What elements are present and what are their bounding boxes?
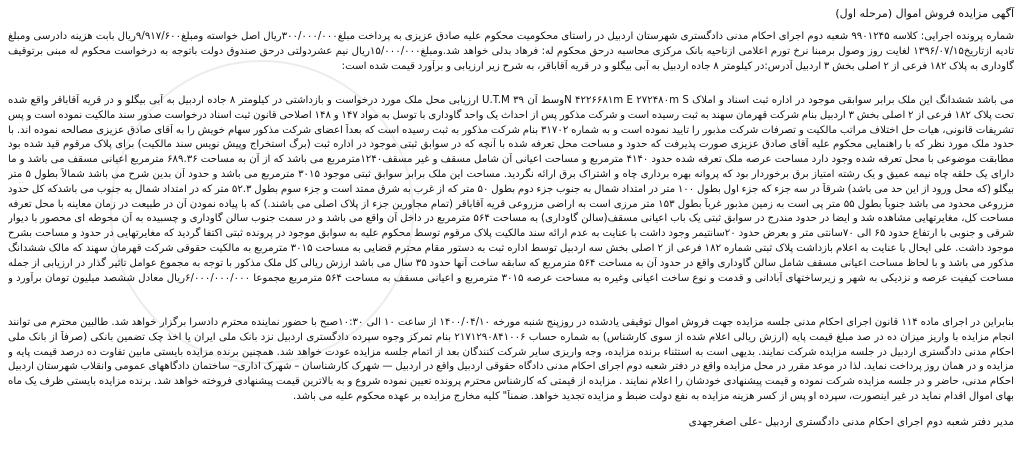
text-line: موجود داشت. علی ایحال با عنایت به اعلام بازداشت پلاک ثبتی شماره ۱۸۲ فرعی از ۲ اصلی بخش سه اردبیل توسط اداره ثبت به دستور مقام محترم قضایی به مساحت ۳۰۱۵ مترمربع به مالکیت حقوقی شرکت قهرمان سهند که مالک ششدانگ: [8, 242, 1014, 254]
text-line: گاوداری به پلاک ۱۸۲ فرعی از ۲ اصلی بخش ۳ اردبیل آدرس:در کیلومتر ۸ جاده اردبیل به آبی بیگلو و در قریه آقاباقر، به شرح زیر ارزیابی و برآورد قیمت شده است:: [341, 60, 1014, 72]
text-line: بنابراین در اجرای ماده ۱۱۴ قانون اجرای احکام مدنی جلسه مزایده جهت فروش اموال توقیفی یادشده در روزپنج شنبه مورخه ۱۴۰۰/۰۴/۱۰ از ساعت ۱۰ الی ۱۰:۳۰صبح با حضور نماینده محترم دادسرا برگزار خواهد شد. طالبین محترم می توانند: [8, 317, 1014, 328]
text-line: بیگلو (که محل ورود از این حد می باشد) شرقاً در سه جزء که جزء اول بطول ۱۰۰ متر در امتداد شمال به جنوب جزء دوم بطول ۵۰ متر که از غرب به شرق ممتد است و جزء سوم بطول ۵۲.۳ متر که در امتداد شمال به جنوب می باشدکه کل حدود: [8, 183, 1014, 195]
text-line: دارای یک حلقه چاه نیمه عمیق و یک رشته امتیاز برق برخوردار بود که پروانه بهره برداری چاه و اشتراک برق ارائه نگردید. مساحت این ملک برابر سوابق ثبتی موجود ۳۰۱۵ مترمربع می باشد و حدود آن بدین شرح می باشد شمالاً بطول ۵ متر: [8, 168, 1014, 180]
text-line: مطابقت موضوعی با محل تعرفه شده وجود دارد مساحت عرصه ملک تعرفه شده حدود ۴۱۴۰ مترمربع و مساحت اعیانی آن شامل مسقف و غیر مسقف۱۲۴۰مترمربع می باشد که از آن به مساحت ۶۸۹.۳۶ مترمربع اعیانی مسقف می باشد و ما: [8, 154, 1014, 166]
notice-title: آگهی مزایده فروش اموال (مرحله اول): [835, 7, 1014, 20]
text-line: شرقی و جنوبی با ارتفاع حدود ۶۵ الی ۷۰سانتی متر و بعرض حدود ۲۰سانتیمر وجود داشت با عنایت به عدم ارائه سند مالکیت پلاک مرقوم توسط محکوم علیه به سوابق موجود در پرونده ثبتی اکتفا گردید که مغایرتهایی در حدود و مساحت بشرح: [8, 228, 1014, 240]
text-line: انجام مزایده با واریز میزان ده در صد مبلغ قیمت پایه (ارزش ریالی اعلام شده از سوی کارشناس) به شماره حساب ۲۱۷۱۲۹۰۸۴۱۰۰۶ بنام تمرکز وجوه سپرده دادگستری اردبیل نزد بانک ملی ایران یا اخذ چک تضمین بانکی (صرفاً از بانک ملی: [8, 331, 1014, 343]
text-line: احکام مدنی، حاضر و در جلسه مزایده شرکت نموده و قیمت پیشنهادی خودشان را اعلام نمایند . مزایده از قیمتی که کارشناس محترم پرونده تعیین نموده شروع و به بالاترین قیمت پیشنهادی فروخته خواهد شد. برنده مزایده بایستی ظرف یک ماه: [8, 376, 1014, 388]
auction-terms-paragraph: [8, 316, 1014, 405]
text-line: مزروعی محدود می باشد جنوباً بطول ۵۵ متر پی است به زمین مذبور غرباً بطول ۱۵۳ متر مرزی است به اراضی مزروعی قریه آقاباقر (تمام مجاورین جزء از پلاک اصلی می باشند.) که با پیاده نمودن آن در طبیعت در زمان معاینه با محل تعرفه: [8, 198, 1014, 210]
text-line: تشریفات قانونی، هیات حل اختلاف مراتب مالکیت و تصرفات شرکت مذبور را تایید نموده است و به شماره ۳۱۷۰۲ بنام شرکت مذکور به ثبت رسیده است که بعداً اعضای شرکت مذکور سهام خویش را به آقای صادق عزیزی مصالحه نموده اند. با: [8, 124, 1014, 136]
signature: مدیر دفتر شعبه دوم اجرای احکام مدنی دادگستری اردبیل -علی اصغرجهدی: [688, 416, 1014, 428]
text-line: بهای اموال اقدام نماید در غیر اینصورت، سپرده او پس از کسر هزینه مزایده به نفع دولت ضبط و مزایده تجدید خواهد. ضمناً" کلیه مخارج مزایده بر عهده محکوم علیه می باشد.: [292, 390, 1014, 402]
case-details-paragraph: [8, 30, 1014, 74]
text-line: مزایده و در همان روز پرداخت نماید. لذا در موعد مقرر در محل مزایده واقع در دفتر شعبه دوم اجرای احکام مدنی دادگاه حقوقی اردبیل واقع در اردبیل — شهرک کارشناسان – شهرک اداری– ساختمان دادگاههای عمومی وانقلاب شهرستان اردبیل: [8, 361, 1014, 373]
text-line: مذکور می باشد و با لحاظ مساحت اعیانی مسقف شامل سالن گاوداری واقع در حدود آن به مساحت ۵۶۴ مترمربع که سابقه ساخت آنها حدود ۳۵ سال می باشد ارزش ریالی کل ملک مذکور با توجه به مجموع عوامل تاثیر گذار در ارزیابی از جمله: [8, 257, 1014, 269]
text-line: می باشد ششدانگ این ملک برابر سوابقی موجود در اداره ثبت اسناد و املاک N ۴۲۲۶۶۸۱m E ۲۷۲۴۸۰m Sوسط آن ۳۹ U.T.M ارزیابی محل ملک مورد درخواست و بازداشتی در کیلومتر ۸ جاده اردبیل به آبی بیگلو و در قریه آقاباقر واقع شده: [8, 95, 1014, 106]
text-line: تادیه ازتاریخ۱۳۹۶/۰۷/۱۵ لغایت روز وصول برمبنا نرخ تورم اعلامی ازناحیه بانک مرکزی محاسبه درحق محکوم له: فرهاد بدلی خواهد شد.ومبلغ۱۵/۰۰۰/۰۰۰ریال نیم عشردولتی درحق صندوق دولت باتوجه به درخواست محکوم له مبنی برتوقیف: [8, 45, 1014, 57]
text-line: مساحت کیفیت عرصه و نزدیکی به شهر و زیرساختهای آبادانی و قدمت و نوع ساخت اعیانی وغیره به مساحت عرصه ۳۰۱۵ مترمربع و اعیانی مسقف به مساحت ۵۶۴ مترمربع مجموعا ۶/۰۰۰/۰۰۰/۰۰۰ریال معادل ششصد میلیون تومان برآورد و: [8, 272, 1014, 284]
text-line: احکام مدنی دادگستری اردبیل در جلسه مزایده شرکت نمایند. بدیهی است به استثناء برنده مزایده، وجه واریزی سایر شرکت کنندگان بعد از اتمام جلسه مزایده عودت خواهد شد. همچنین برنده مزایده بایستی مابین تفاوت ده درصد قیمت پایه و: [8, 346, 1014, 358]
text-line: حدود ملک مورد نظر که با راهنمایی محکوم علیه آقای صادق عزیزی صورت پذیرفت که حدود و مساحت محل تعرفه شده با آنچه که در سوابق ثبتی موجود در اداره ثبت (برگ استخراج وپیش نویس سند مالکیت) برای پلاک مرقوم قید شده بود: [8, 139, 1014, 151]
appraisal-paragraph: [8, 94, 1014, 286]
text-line: شماره پرونده اجرایی: کلاسه ۹۹۰۱۲۴۵ شعبه دوم اجرای احکام مدنی دادگستری شهرستان اردبیل در راستای محکومیت محکوم علیه صادق عزیزی به پرداخت مبلغ۳۰۰/۰۰۰/۰۰۰ریال اصل خواسته ومبلغ۹/۹۱۷/۶۰۰ریال بابت هزینه دادرسی ومبلغ: [8, 31, 1014, 42]
text-line: تحت پلاک ۱۸۲ فرعی از ۲ اصلی بخش ۳ اردبیل بنام شرکت قهرمان سهند به ثبت رسیده است و شرکت مذکور پس از احداث یک واحد گاوداری با توسل به مواد ۱۴۷ و ۱۴۸ اصلاحی قانون ثبت اسناد درخواست صدور سند مالکیت نموده است و پس: [8, 109, 1014, 121]
text-line: مساحت کل، مغایرتهایی مشاهده شد و ایضا در حدود مندرج در سوابق ثبتی یک باب اعیانی مسقف(سالن گاوداری) به مساحت ۵۶۴ مترمربع در داخل آن واقع می باشد و در سمت جنوب سالن گاوداری و چسبیده به آن محوطه ای محصور با دیوار: [8, 213, 1014, 225]
